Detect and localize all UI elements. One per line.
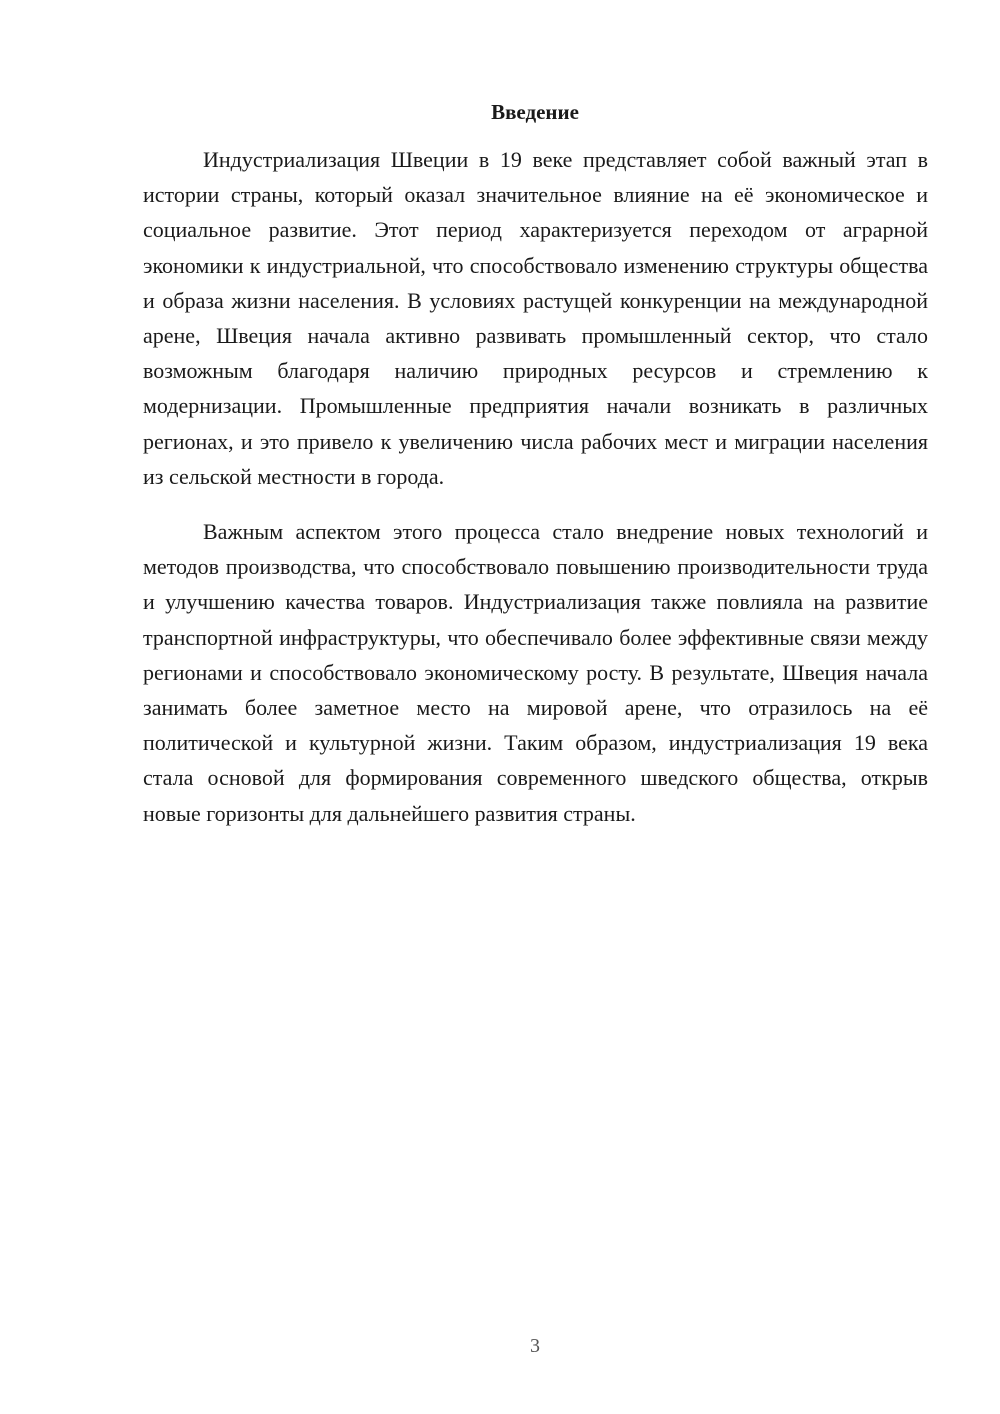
document-body (143, 142, 928, 831)
section-heading: Введение (491, 100, 579, 124)
paragraph-1: Индустриализация Швеции в 19 веке представляет собой важный этап в истории страны, который оказал значительное влияние на её экономическое и социальное развитие. Этот период характеризуется переходом от аграрной экономики к индустриальной, что способствовало изменению структуры общества и образа жизни населения. В условиях растущей конкуренции на международной арене, Швеция начала активно развивать промышленный сектор, что стало возможным благодаря наличию природных ресурсов и стремлению к модернизации. Промышленные предприятия начали возникать в различных регионах, и это привело к увеличению числа рабочих мест и миграции населения из сельской местности в города. (143, 147, 928, 489)
page-number: 3 (530, 1335, 540, 1357)
paragraph-2: Важным аспектом этого процесса стало внедрение новых технологий и методов производства, что способствовало повышению производительности труда и улучшению качества товаров. Индустриализация также повлияла на развитие транспортной инфраструктуры, что обеспечивало более эффективные связи между регионами и способствовало экономическому росту. В результате, Швеция начала занимать более заметное место на мировой арене, что отразилось на её политической и культурной жизни. Таким образом, индустриализация 19 века стала основой для формирования современного шведского общества, открыв новые горизонты для дальнейшего развития страны. (143, 519, 928, 826)
